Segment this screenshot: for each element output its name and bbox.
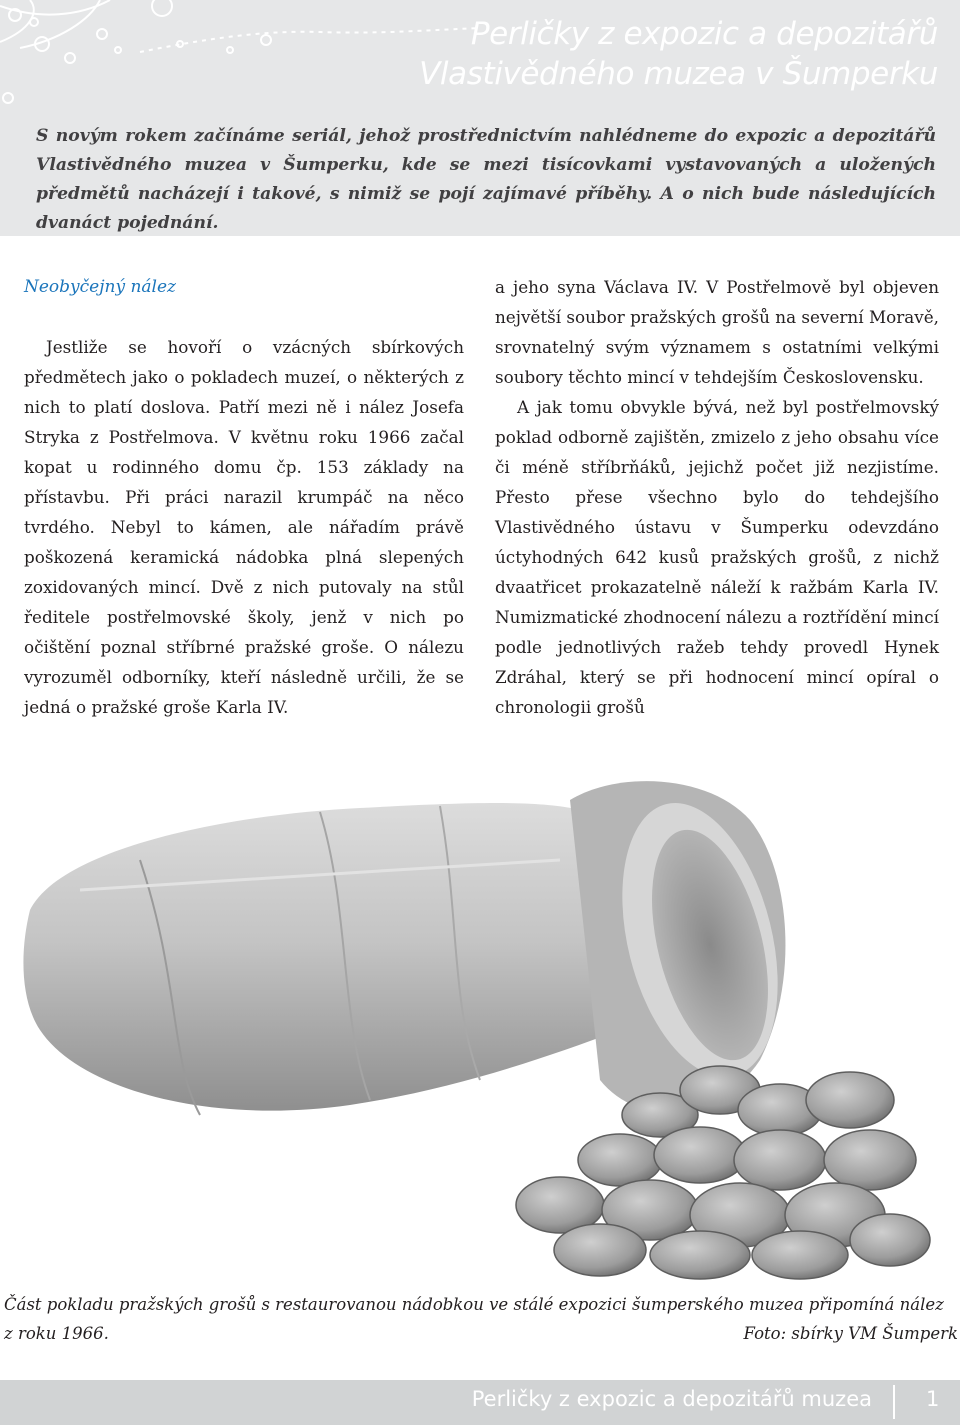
vessel-with-coins-photo bbox=[20, 760, 940, 1280]
header-band bbox=[0, 0, 960, 236]
left-paragraph: Jestliže se hovoří o vzácných sbírkových předmětech jako o pokladech muzeí, o některých z nich to platí doslova. Patří mezi ně i nález Josefa Stryka z Postřelmova. V květnu roku 1966 začal kopat u rodinného domu čp. 153 základy na přístavbu. Při práci narazil krumpáč na něco tvrdého. Nebyl to kámen, ale nářadím právě poškozená keramická nádobka plná slepených zoxidovaných mincí. Dvě z nich putovaly na stůl ředitele postřelmovské školy, jenž v nich po očištění poznal stříbrné pražské groše. O nálezu vyrozuměl odborníky, kteří následně určili, že se jedná o pražské groše Karla IV. bbox=[24, 337, 464, 717]
caption-line-1: Část pokladu pražských grošů s restaurovanou nádobkou ve stálé expozici šumperského muzea připomíná nález bbox=[4, 1295, 944, 1314]
title-line-1: Perličky z expozic a depozitářů bbox=[470, 16, 938, 52]
footer-bar bbox=[0, 1380, 960, 1425]
caption-line-2 bbox=[4, 1319, 958, 1348]
running-title: Perličky z expozic a depozitářů muzea bbox=[471, 1387, 872, 1411]
left-column bbox=[24, 272, 464, 722]
photo-credit: Foto: sbírky VM Šumperk bbox=[743, 1324, 958, 1343]
article-subheading: Neobyčejný nález bbox=[24, 277, 177, 297]
footer-divider bbox=[893, 1385, 895, 1419]
intro-paragraph: S novým rokem začínáme seriál, jehož prostřednictvím nahlédneme do expozic a depozitářů Vlastivědného muzea v Šumperku, kde se mezi tisícovkami vystavovaných a uložených předmětů nacházejí i takové, s nimiž se pojí zajímavé příběhy. A o nich bude následujících dvanáct pojednání. bbox=[36, 126, 936, 233]
page-number: 1 bbox=[926, 1387, 940, 1411]
right-paragraph-2: A jak tomu obvykle bývá, než byl postřelmovský poklad odborně zajištěn, zmizelo z jeho obsahu více či méně stříbrňáků, jejichž počet již nezjistíme. Přesto přese všechno bylo do tehdejšího Vlastivědného ústavu v Šumperku odevzdáno úctyhodných 642 kusů pražských grošů, z nichž dvaatřicet prokazatelně náleží k ražbám Karla IV. Numizmatické zhodnocení nálezu a roztřídění mincí podle jednotlivých ražeb tehdy provedl Hynek Zdráhal, který se při hodnocení mincí opíral o chronologii grošů bbox=[495, 397, 939, 717]
decorative-swirl-icon bbox=[0, 0, 480, 120]
right-paragraph-1: a jeho syna Václava IV. V Postřelmově byl objeven největší soubor pražských grošů na severní Moravě, srovnatelný svým významem s ostatními velkými soubory těchto mincí v tehdejším Československu. bbox=[495, 277, 939, 387]
figure-caption bbox=[4, 1290, 958, 1348]
title-line-2: Vlastivědného muzea v Šumperku bbox=[419, 56, 938, 92]
page-title bbox=[419, 14, 938, 94]
caption-year: z roku 1966. bbox=[4, 1324, 109, 1343]
right-column bbox=[495, 272, 939, 722]
